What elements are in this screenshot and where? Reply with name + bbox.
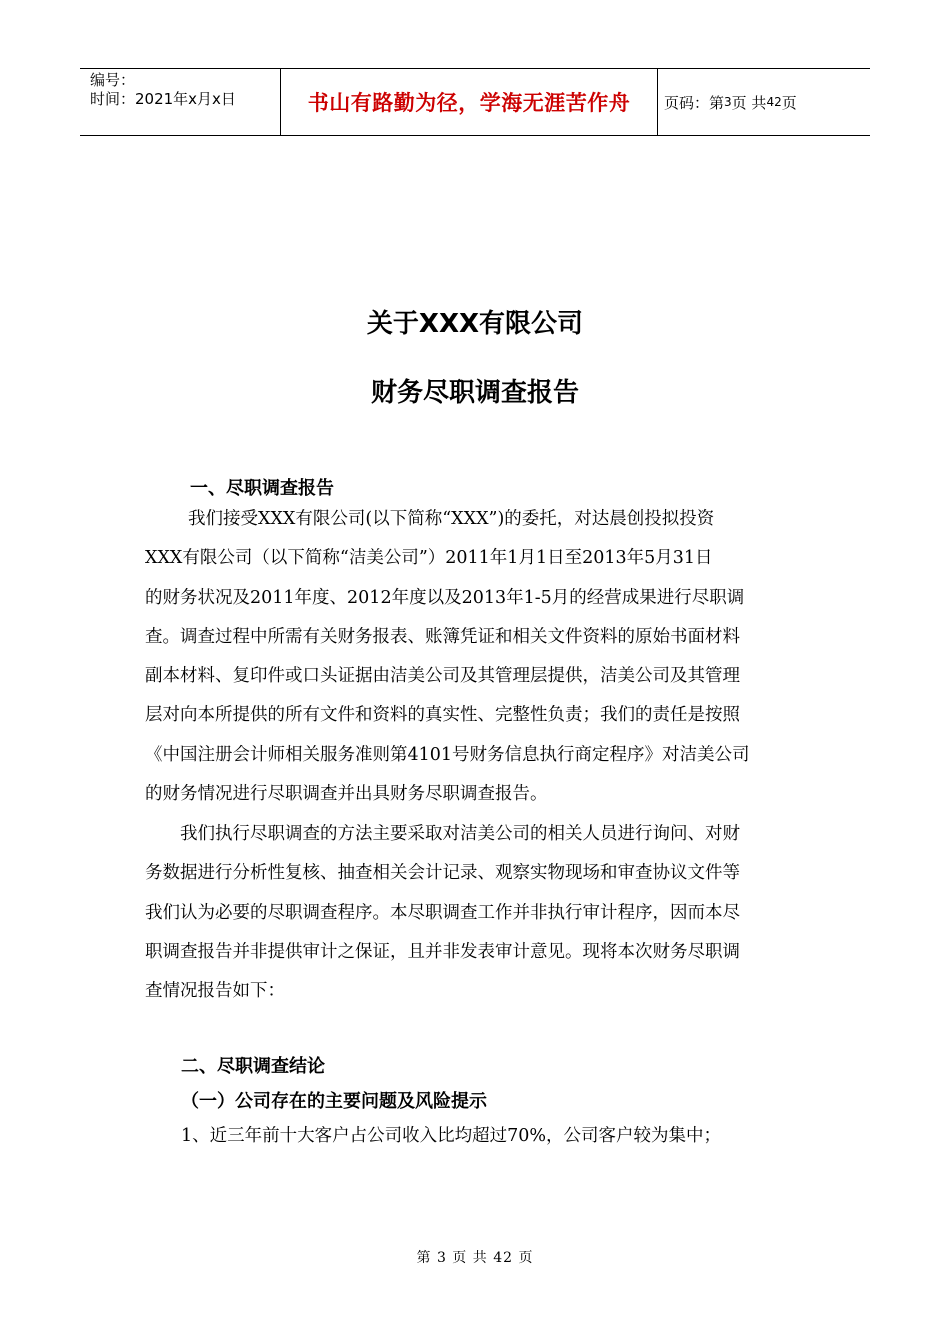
section1-paragraph2 (145, 815, 807, 1011)
document-title-line1: 关于XXX有限公司 (366, 309, 584, 339)
time-label: 时间：2021年x月x日 (90, 90, 236, 108)
page-prefix: 页码：第 (664, 93, 725, 112)
number-label: 编号： (90, 71, 136, 89)
paragraph-line: 职调查报告并非提供审计之保证，且并非发表审计意见。现将本次财务尽职调 (145, 941, 740, 962)
section2-heading: 二、尽职调查结论 (181, 1056, 325, 1077)
paragraph-line: 的财务状况及2011年度、2012年度以及2013年1-5月的经营成果进行尽职调 (145, 587, 745, 608)
section1-paragraph1 (145, 500, 807, 814)
page-header (80, 68, 870, 136)
paragraph-line: 务数据进行分析性复核、抽查相关会计记录、观察实物现场和审查协议文件等 (145, 863, 740, 884)
page-footer: 第 3 页 共 42 页 (416, 1250, 534, 1266)
paragraph-line: XXX有限公司（以下简称“洁美公司”）2011年1月1日至2013年5月31日 (145, 548, 713, 569)
page-suffix: 页 (781, 93, 797, 112)
paragraph-line: 的财务情况进行尽职调查并出具财务尽职调查报告。 (145, 784, 548, 805)
section2-subheading: （一）公司存在的主要问题及风险提示 (181, 1091, 487, 1112)
paragraph-line: 副本材料、复印件或口头证据由洁美公司及其管理层提供，洁美公司及其管理 (145, 666, 740, 687)
list-item: 1、近三年前十大客户占公司收入比均超过70%，公司客户较为集中； (181, 1126, 722, 1146)
header-motto: 书山有路勤为径，学海无涯苦作舟 (281, 69, 658, 135)
page-mid: 页 共 (731, 93, 767, 112)
document-title-line2: 财务尽职调查报告 (370, 378, 579, 408)
paragraph-line: 我们接受XXX有限公司(以下简称“XXX”)的委托，对达晨创投拟投资 (188, 509, 715, 529)
header-page-info (658, 69, 870, 135)
paragraph-line: 《中国注册会计师相关服务准则第4101号财务信息执行商定程序》对洁美公司 (145, 744, 750, 765)
header-meta (80, 69, 281, 135)
section2-item1 (181, 1117, 821, 1156)
paragraph-line: 我们认为必要的尽职调查程序。本尽职调查工作并非执行审计程序，因而本尽 (145, 902, 740, 923)
paragraph-line: 查情况报告如下： (145, 981, 285, 1002)
page-number: 3 (724, 95, 732, 109)
paragraph-line: 我们执行尽职调查的方法主要采取对洁美公司的相关人员进行询问、对财 (180, 824, 740, 844)
paragraph-line: 查。调查过程中所需有关财务报表、账簿凭证和相关文件资料的原始书面材料 (145, 626, 740, 647)
paragraph-line: 层对向本所提供的所有文件和资料的真实性、完整性负责；我们的责任是按照 (145, 705, 740, 726)
page-total: 42 (766, 95, 782, 109)
section1-heading: 一、尽职调查报告 (190, 478, 334, 499)
